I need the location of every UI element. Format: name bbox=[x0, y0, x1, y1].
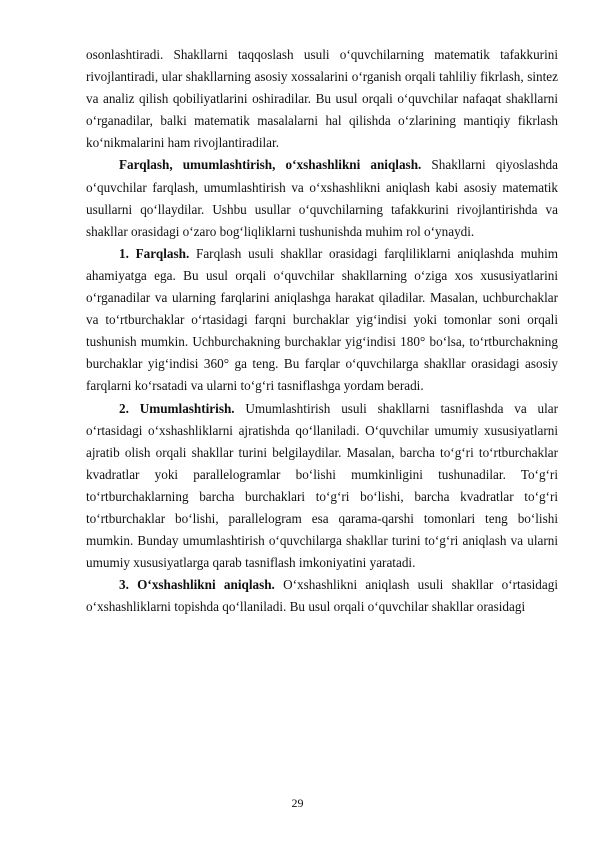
paragraph-3-heading: 1. Farqlash. bbox=[119, 245, 190, 261]
paragraph-4-heading: 2. Umumlashtirish. bbox=[119, 400, 235, 416]
paragraph-5-text: O‘xshashlikni aniqlash usuli shakllar o‘rtasidagi o‘xshashliklarni topishda qo‘llaniladi. Bu usul orqali o‘quvchilar shakllar orasidagi bbox=[86, 577, 558, 615]
paragraph-4 bbox=[86, 398, 558, 575]
paragraph-3 bbox=[86, 243, 558, 398]
paragraph-2 bbox=[86, 154, 558, 242]
paragraph-3-text: Farqlash usuli shakllar orasidagi farqliliklarni aniqlashda muhim ahamiyatga ega. Bu usul orqali o‘quvchilar shakllarning o‘ziga xos xususiyatlarini o‘rganadilar va ularning farqlarini aniqlashga harakat qiladilar. Masalan, uchburchaklar va to‘rtburchaklar o‘rtasidagi farqni burchaklar yig‘indisi yoki tomonlar soni orqali tushunish mumkin. Uchburchakning burchaklar yig‘indisi 180° bo‘lsa, to‘rtburchakning burchaklar yig‘indisi 360° ga teng. Bu farqlar o‘quvchilarga shakllar orasidagi asosiy farqlarni ko‘rsatadi va ularni to‘g‘ri tasniflashga yordam beradi. bbox=[86, 245, 558, 394]
body-text bbox=[86, 44, 558, 618]
page-number: 29 bbox=[291, 796, 304, 810]
paragraph-5-heading: 3. O‘xshashlikni aniqlash. bbox=[119, 577, 275, 593]
paragraph-1 bbox=[86, 44, 558, 154]
paragraph-2-text: Shakllarni qiyoslashda o‘quvchilar farqlash, umumlashtirish va o‘xshashlikni aniqlash kabi asosiy matematik usullarni qo‘llaydilar. Ushbu usullar o‘quvchilarning tafakkurini rivojlantirishda va shakllar orasidagi o‘zaro bog‘liqliklarni tushunishda muhim rol o‘ynaydi. bbox=[86, 157, 558, 239]
paragraph-4-text: Umumlashtirish usuli shakllarni tasniflashda va ular o‘rtasidagi o‘xshashliklarni ajratishda qo‘llaniladi. O‘quvchilar umumiy xususiyatlarni ajratib olish orqali shakllar turini belgilaydilar. Masalan, barcha to‘g‘ri to‘rtburchaklar kvadratlar yoki parallelogramlar bo‘lishi mumkinligini tushunadilar. To‘g‘ri to‘rtburchaklarning barcha burchaklari to‘g‘ri bo‘lishi, barcha kvadratlar to‘g‘ri to‘rtburchaklar bo‘lishi, parallelogram esa qarama-qarshi tomonlari teng bo‘lishi mumkin. Bunday umumlashtirish o‘quvchilarga shakllar turini to‘g‘ri aniqlash va ularni umumiy xususiyatlarga qarab tasniflash imkoniyatini yaratadi. bbox=[86, 400, 559, 571]
paragraph-2-heading: Farqlash, umumlashtirish, o‘xshashlikni aniqlash. bbox=[119, 157, 422, 173]
paragraph-1-text: osonlashtiradi. Shakllarni taqqoslash usuli o‘quvchilarning matematik tafakkurini rivojlantiradi, ular shakllarning asosiy xossalarini o‘rganish orqali tahliliy fikrlash, sintez va analiz qilish qobiliyatlarini oshiradilar. Bu usul orqali o‘quvchilar nafaqat shakllarni o‘rganadilar, balki matematik masalalarni hal qilishda o‘zlarining mantiqiy fikrlash ko‘nikmalarini ham rivojlantiradilar. bbox=[86, 47, 558, 151]
paragraph-5 bbox=[86, 574, 558, 618]
